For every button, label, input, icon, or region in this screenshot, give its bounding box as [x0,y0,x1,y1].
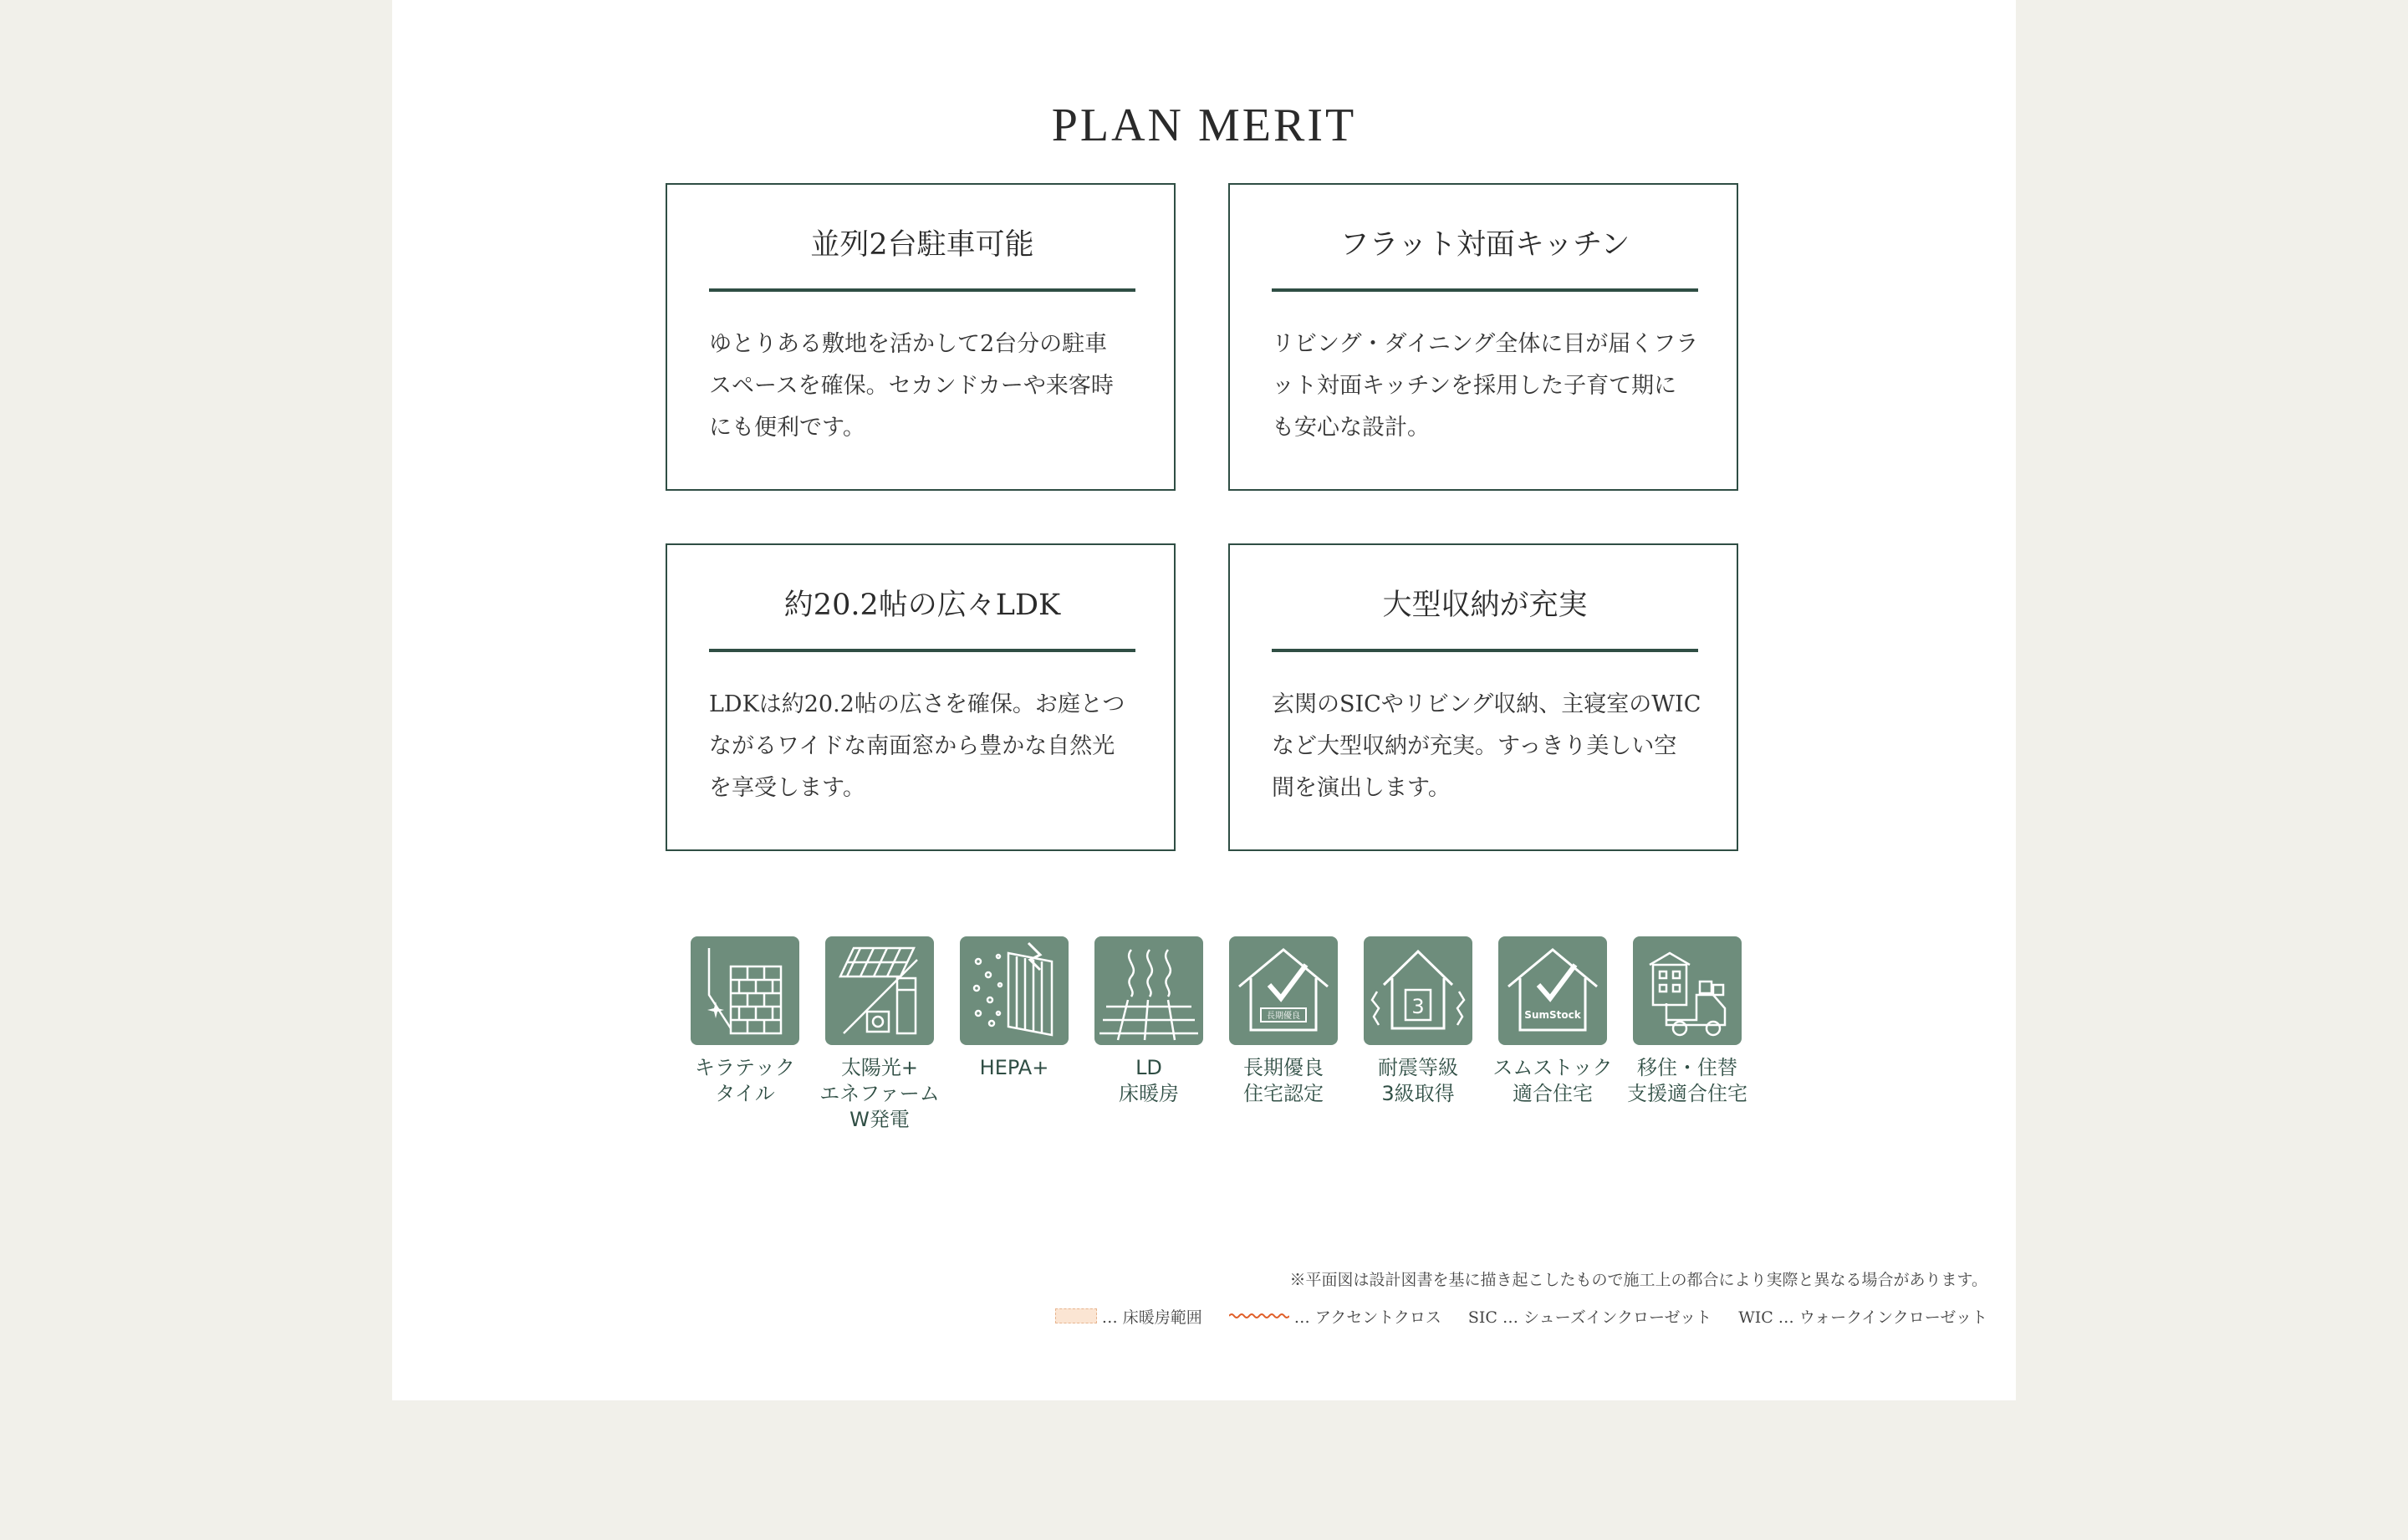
section-title: PLAN MERIT [1051,99,1357,151]
text-line: など大型収納が充実。すっきり美しい空 [1272,733,1677,759]
text-line: にも便利です。 [709,415,865,441]
floor-heating-swatch [1055,1308,1097,1323]
floor-heating-icon [1094,936,1203,1045]
feature-floor-heating [1082,936,1216,1107]
air-filter-icon [960,936,1069,1045]
text-line: 玄関のSICやリビング収納、主寝室のWIC [1272,691,1701,717]
long-term-house-icon [1229,936,1338,1045]
text-line: ゆとりある敷地を活かして2台分の駐車 [709,331,1108,357]
merit-card-title: フラット対面キッチン [1339,228,1630,262]
feature-icons-row [678,936,1747,1145]
feature-label: 太陽光+ エネファーム W発電 [819,1056,940,1131]
icon-badge-text: 3 [1411,995,1425,1018]
card-divider [709,649,1135,652]
tile-wall-icon [691,936,799,1045]
feature-label: スムストック 適合住宅 [1492,1056,1613,1105]
text-line: 間を演出します。 [1272,775,1451,801]
feature-label: HEPA+ [979,1056,1049,1079]
text-line: を享受します。 [709,775,865,801]
text-line: リビング・ダイニング全体に目が届くフラ [1272,331,1699,357]
card-divider [1272,649,1698,652]
legend-label: … アクセントクロス [1293,1308,1441,1327]
earthquake-house-icon [1364,936,1472,1045]
text-line: スペースを確保。セカンドカーや来客時 [709,373,1114,399]
feature-solar [813,936,946,1133]
merit-card-ldk [666,543,1176,851]
floorplan-disclaimer: ※平面図は設計図書を基に描き起こしたもので施工上の都合により実際と異なる場合があります。 [1289,1271,1987,1289]
legend-item-floor-heating [1055,1305,1202,1328]
merit-card-kitchen [1228,183,1738,491]
feature-hepa [947,936,1081,1081]
legend-label: … 床暖房範囲 [1101,1308,1202,1327]
text-line: ながるワイドな南面窓から豊かな自然光 [709,733,1115,759]
merit-card-title: 大型収納が充実 [1382,589,1588,622]
legend-item-sic [1468,1305,1712,1328]
merit-card-parking [666,183,1176,491]
feature-label: キラテック タイル [695,1056,795,1105]
merit-card-text [1272,684,1702,809]
merit-card-text [1272,324,1702,449]
content-panel [392,0,2016,1400]
text-line: ット対面キッチンを採用した子育て期に [1272,373,1677,399]
feature-long-term [1217,936,1350,1107]
merit-card-title: 並列2台駐車可能 [810,228,1034,262]
feature-label: 耐震等級 3級取得 [1378,1056,1458,1105]
feature-sumstock [1486,936,1620,1107]
merit-card-text [709,324,1140,449]
legend-label: WIC … ウォークインクローゼット [1738,1308,1987,1327]
merit-card-text [709,684,1140,809]
sumstock-house-icon [1498,936,1607,1045]
solar-panel-icon [825,936,934,1045]
legend-item-accent-cloth [1229,1305,1441,1328]
feature-label: 長期優良 住宅認定 [1243,1056,1324,1105]
feature-tile [678,936,812,1107]
feature-label: 移住・住替 支援適合住宅 [1627,1056,1747,1105]
feature-earthquake [1351,936,1485,1107]
legend-item-wic [1738,1305,1987,1328]
accent-cloth-swatch [1229,1311,1289,1321]
feature-relocation [1620,936,1754,1107]
legend-label: SIC … シューズインクローゼット [1467,1308,1712,1327]
text-line: LDKは約20.2帖の広さを確保。お庭とつ [709,691,1125,717]
moving-truck-icon [1633,936,1742,1045]
card-divider [709,288,1135,292]
text-line: も安心な設計。 [1272,415,1430,441]
merit-card-title: 約20.2帖の広々LDK [783,589,1061,622]
feature-label: LD 床暖房 [1119,1056,1179,1105]
floorplan-legend [1055,1304,1987,1328]
icon-badge-text: 長期優良 [1267,1012,1300,1021]
card-divider [1272,288,1698,292]
merit-card-storage [1228,543,1738,851]
icon-badge-text: SumStock [1524,1009,1581,1021]
